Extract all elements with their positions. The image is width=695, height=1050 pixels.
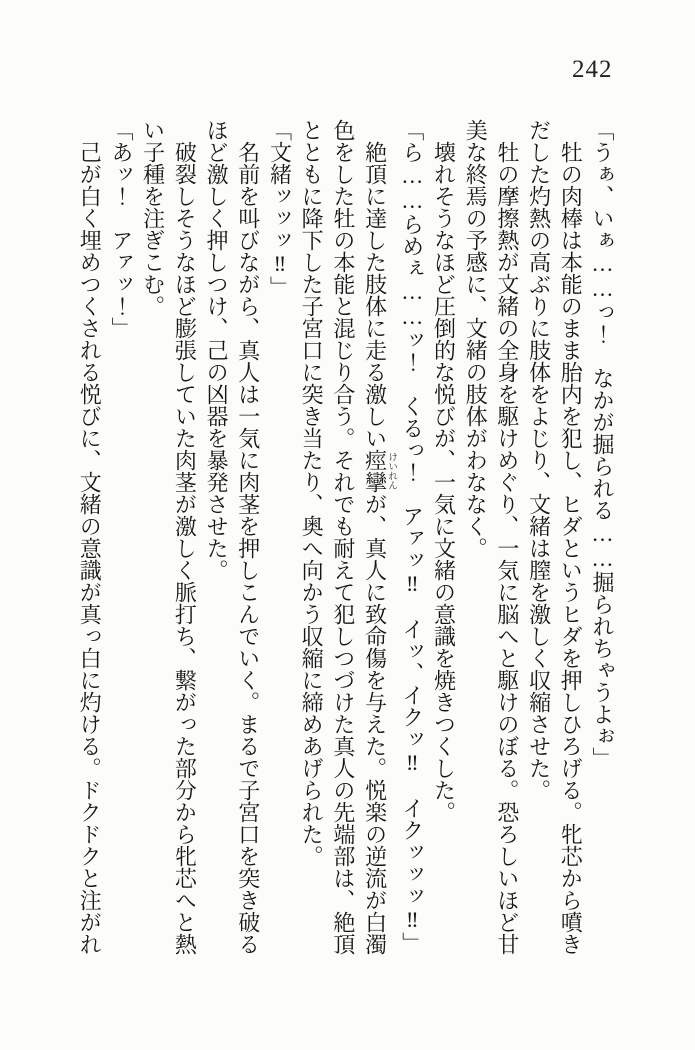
- dialogue-paragraph: 「文緒ッッッ‼」: [267, 119, 293, 298]
- narrative-paragraph: 絶頂に達した肢体に走る激しい痙攣けいれんが、真人に致命傷を与えた。悦楽の逆流が白濁色をした牡の本能と混じり合う。それでも耐えて犯しつづけた真人の先端部は、絶頂とともに降下した子宮口に突き当たり、奥へ向かう収縮に締めあげられた。: [299, 119, 397, 955]
- narrative-paragraph: 壊れそうなほど圧倒的な悦びが、一気に文緒の意識を焼きつくした。: [431, 141, 457, 823]
- ruby-annotated-word: 痙攣けいれん: [362, 449, 397, 493]
- narrative-paragraph: 破裂しそうなほど膨張していた肉茎が激しく脈打ち、繋がった部分から牝芯へと熱い子種を注ぎこむ。: [140, 119, 198, 955]
- text-block: [74, 119, 618, 959]
- dialogue-paragraph: 「ら……らめぇ……ッ！ くるっ！ アァッ‼ イッ、イクッ‼ イクッッッ‼」: [399, 119, 425, 954]
- dialogue-paragraph: 「あッ！ アァッ！」: [108, 119, 134, 339]
- dialogue-paragraph: 「うぁ、いぁ……っ！ なかが掘られる……掘られちゃうよぉ」: [590, 119, 615, 769]
- narrative-paragraph: 牡の摩擦熱が文緒の全身を駆けめぐり、一気に脳へと駆けのぼる。恐ろしいほど甘美な終焉の予感に、文緒の肢体がわななく。: [463, 119, 520, 955]
- narrative-paragraph: 名前を叫びながら、真人は一気に肉茎を押しこんでいく。まるで子宮口を突き破るほど激しく押しつけ、己の凶器を暴発させた。: [204, 119, 261, 955]
- narrative-paragraph: 牡の肉棒は本能のまま胎内を犯し、ヒダというヒダを押しひろげる。牝芯から噴きだした灼熱の高ぶりに肢体をよじり、文緒は膣を激しく収縮させた。: [526, 119, 584, 955]
- narrative-paragraph: 己が白く埋めつくされる悦びに、文緒の意識が真っ白に灼ける。ドクドクと注がれ: [77, 141, 103, 955]
- page-number: 242: [572, 56, 613, 83]
